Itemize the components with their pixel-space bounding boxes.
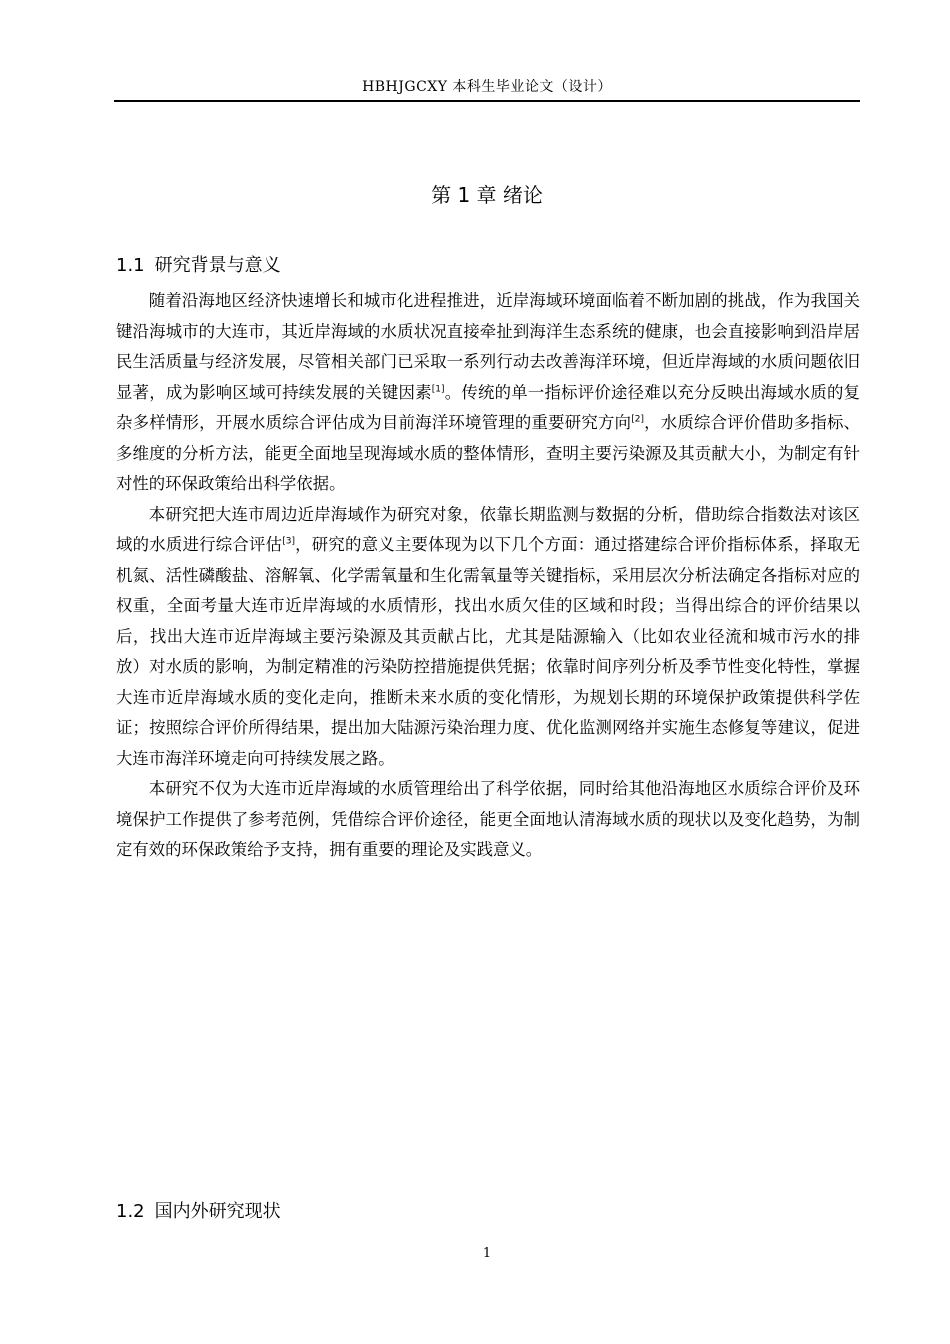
section-title: 国内外研究现状 xyxy=(154,1201,281,1222)
page-number: 1 xyxy=(482,1246,492,1261)
body-text xyxy=(116,286,860,866)
page-header: HBHJGCXY 本科生毕业论文（设计） xyxy=(362,79,612,95)
section-number: 1.2 xyxy=(116,1201,145,1222)
citation: [1] xyxy=(431,384,445,395)
section-number: 1.1 xyxy=(116,255,145,276)
paragraph-text: ，水质综合评价借助多指标、多维度的分析方法，能更全面地呈现海域水质的整体情形，查明主要污染源及其贡献大小，为制定有针对性的环保政策给出科学依据。 xyxy=(116,413,861,493)
section-title: 研究背景与意义 xyxy=(154,255,281,276)
section-heading-1-1 xyxy=(116,253,281,279)
paragraph-text: 随着沿海地区经济快速增长和城市化进程推进，近岸海域环境面临着不断加剧的挑战，作为我国关键沿海城市的大连市，其近岸海域的水质状况直接牵扯到海洋生态系统的健康，也会直接影响到沿岸居民生活质量与经济发展，尽管相关部门已采取一系列行动去改善海洋环境，但近岸海域的水质问题依旧显著，成为影响区域可持续发展的关键因素 xyxy=(116,291,860,402)
header-divider xyxy=(114,100,860,102)
paragraph-text: 本研究把大连市周边近岸海域作为研究对象，依靠长期监测与数据的分析，借助综合指数法对该区域的水质进行综合评估 xyxy=(116,504,860,554)
paragraph-text: 。传统的单一指标评价途径难以充分反映出海域水质的复杂多样情形，开展水质综合评估成为目前海洋环境管理的重要研究方向 xyxy=(116,382,861,432)
paragraph xyxy=(116,500,860,775)
paragraph xyxy=(116,286,860,500)
paragraph-text: ，研究的意义主要体现为以下几个方面：通过搭建综合评价指标体系，择取无机氮、活性磷酸盐、溶解氧、化学需氧量和生化需氧量等关键指标，采用层次分析法确定各指标对应的权重，全面考量大连市近岸海域的水质情形，找出水质欠佳的区域和时段；当得出综合的评价结果以后，找出大连市近岸海域主要污染源及其贡献占比，尤其是陆源输入（比如农业径流和城市污水的排放）对水质的影响，为制定精准的污染防控措施提供凭据；依靠时间序列分析及季节性变化特性，掌握大连市近岸海域水质的变化走向，推断未来水质的变化情形，为规划长期的环境保护政策提供科学佐证；按照综合评价所得结果，提出加大陆源污染治理力度、优化监测网络并实施生态修复等建议，促进大连市海洋环境走向可持续发展之路。 xyxy=(116,535,861,768)
paragraph-text: 本研究不仅为大连市近岸海域的水质管理给出了科学依据，同时给其他沿海地区水质综合评价及环境保护工作提供了参考范例，凭借综合评价途径，能更全面地认清海域水质的现状以及变化趋势，为制定有效的环保政策给予支持，拥有重要的理论及实践意义。 xyxy=(116,779,860,859)
paragraph xyxy=(116,774,860,866)
citation: [2] xyxy=(631,414,644,425)
section-heading-1-2 xyxy=(116,1199,281,1225)
chapter-title: 第 1 章 绪论 xyxy=(431,183,543,207)
citation: [3] xyxy=(282,536,295,547)
